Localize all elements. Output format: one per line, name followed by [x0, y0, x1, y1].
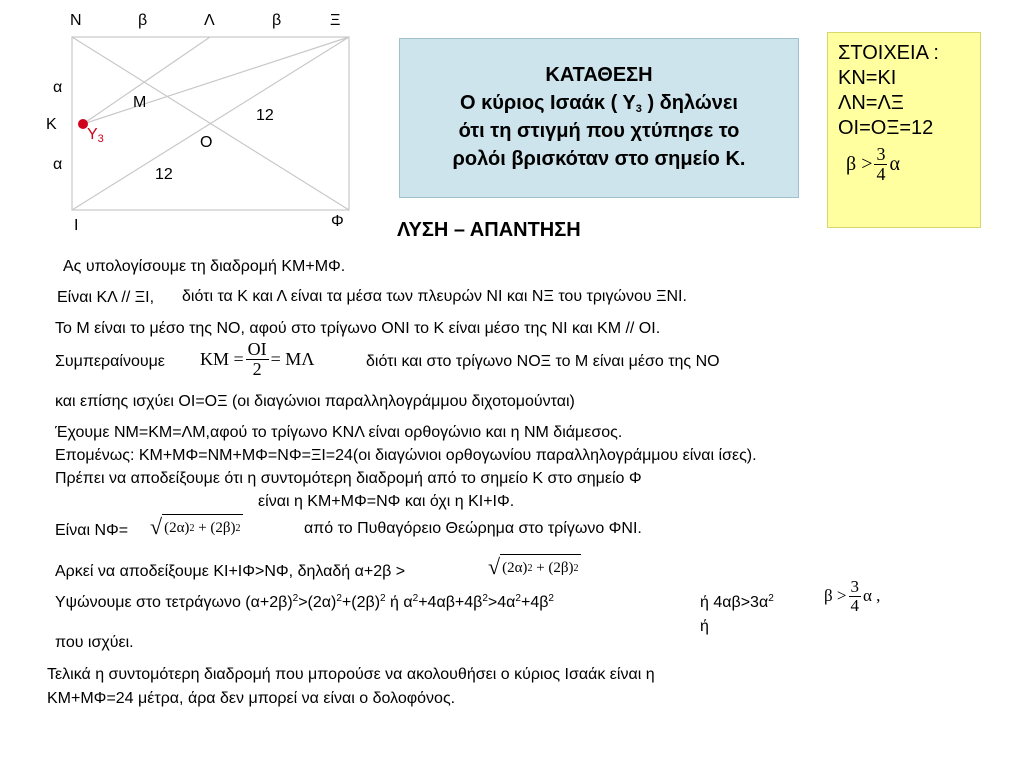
solution-title: ΛΥΣΗ – ΑΠΑΝΤΗΣΗ: [397, 219, 581, 241]
label-Phi: Φ: [331, 213, 344, 230]
data-line-1: ΚΝ=ΚΙ: [838, 67, 897, 89]
label-K: K: [46, 116, 57, 133]
label-alpha-bottom: α: [53, 156, 63, 173]
label-Lambda: Λ: [204, 12, 215, 29]
data-inequality: β > $\frac{3}{4}$ α: [846, 144, 900, 184]
equation-KM-MLambda: KM = $\frac{OI}{2}$ = MΛ: [200, 339, 315, 379]
solution-line-12c: ή: [700, 618, 709, 635]
solution-line-11a: Αρκεί να αποδείξουμε ΚΙ+ΙΦ>ΝΦ, δηλαδή α+2β >: [55, 563, 406, 580]
solution-line-13: που ισχύει.: [55, 634, 134, 651]
solution-line-4a: Συμπεραίνουμε: [55, 353, 165, 370]
solution-line-5: και επίσης ισχύει ΟΙ=ΟΞ (οι διαγώνιοι παραλληλογράμμου διχοτομούνται): [55, 393, 575, 410]
data-box: [827, 32, 981, 228]
label-Xi: Ξ: [330, 12, 341, 29]
solution-line-10a: Είναι ΝΦ=: [55, 522, 129, 539]
solution-line-2a: Είναι ΚΛ // ΞΙ,: [57, 289, 155, 306]
solution-line-12: Υψώνουμε στο τετράγωνο $(\alpha+2\beta)^2>(2\alpha)^2+(2\beta)^2$ ή $\alpha^2+4\alpha\beta+4\beta^2>4\alpha^2+4\beta^2$: [55, 593, 554, 611]
deposition-line-3: ρολόι βρισκόταν στο σημείο Κ.: [452, 148, 746, 170]
rectangle-figure: [0, 0, 390, 245]
sqrt-expression-inequality: √ (2α) 2 + (2β) 2: [488, 554, 579, 579]
label-beta-right: β: [272, 12, 282, 29]
label-Y3: $Y_3$: [87, 126, 104, 145]
solution-line-4b: διότι και στο τρίγωνο ΝΟΞ το Μ είναι μέσο της ΝΟ: [366, 353, 720, 370]
solution-line-15: ΚΜ+ΜΦ=24 μέτρα, άρα δεν μπορεί να είναι ο δολοφόνος.: [47, 690, 456, 707]
inequality-beta-alpha: β > $\frac{3}{4}$ α ,: [824, 577, 881, 615]
label-beta-left: β: [138, 12, 148, 29]
data-line-2: ΛΝ=ΛΞ: [838, 92, 904, 114]
label-twelve-upper: 12: [256, 107, 274, 124]
label-O: O: [200, 134, 213, 151]
solution-line-14: Τελικά η συντομότερη διαδρομή που μπορούσε να ακολουθήσει ο κύριος Ισαάκ είναι η: [47, 666, 655, 683]
segment-K-Xi: [83, 37, 349, 124]
solution-line-2b: διότι τα Κ και Λ είναι τα μέσα των πλευρών ΝΙ και ΝΞ του τριγώνου ΞΝΙ.: [182, 288, 687, 305]
deposition-title: ΚΑΤΑΘΕΣΗ: [545, 64, 653, 86]
label-M: M: [133, 94, 147, 111]
solution-line-3: Το Μ είναι το μέσο της ΝΟ, αφού στο τρίγωνο ΟΝΙ το Κ είναι μέσο της ΝΙ και ΚΜ // ΟΙ.: [55, 320, 661, 337]
data-title: ΣΤΟΙΧΕΙΑ :: [838, 42, 939, 64]
label-I: I: [74, 217, 79, 234]
solution-line-6: Έχουμε ΝΜ=ΚΜ=ΛΜ,αφού το τρίγωνο ΚΝΛ είναι ορθογώνιο και η ΝΜ διάμεσος.: [55, 424, 623, 441]
solution-line-8: Πρέπει να αποδείξουμε ότι η συντομότερη διαδρομή από το σημείο Κ στο σημείο Φ: [55, 470, 642, 487]
sqrt-expression-NPhi: √ (2α) 2 + (2β) 2: [150, 514, 241, 539]
label-N: N: [70, 12, 82, 29]
solution-line-7: Επομένως: ΚΜ+ΜΦ=ΝΜ+ΜΦ=ΝΦ=ΞΙ=24(οι διαγώνιοι ορθογωνίου παραλληλογράμμου είναι ίσες).: [55, 447, 757, 464]
solution-line-9: είναι η ΚΜ+ΜΦ=ΝΦ και όχι η ΚΙ+ΙΦ.: [258, 493, 515, 510]
solution-line-12b: ή $4\alpha\beta>3\alpha^2$: [700, 593, 774, 611]
deposition-box: [399, 38, 799, 198]
label-twelve-lower: 12: [155, 166, 173, 183]
solution-line-10b: από το Πυθαγόρειο Θεώρημα στο τρίγωνο ΦΝΙ.: [304, 520, 642, 537]
label-alpha-top: α: [53, 79, 63, 96]
solution-line-1: Ας υπολογίσουμε τη διαδρομή ΚΜ+ΜΦ.: [63, 258, 346, 275]
deposition-line-1: Ο κύριος Ισαάκ ( $\Upsilon_3$ ) δηλώνει: [460, 92, 738, 115]
data-line-3: ΟΙ=ΟΞ=12: [838, 117, 934, 139]
deposition-line-2: ότι τη στιγμή που χτύπησε το: [458, 120, 740, 142]
